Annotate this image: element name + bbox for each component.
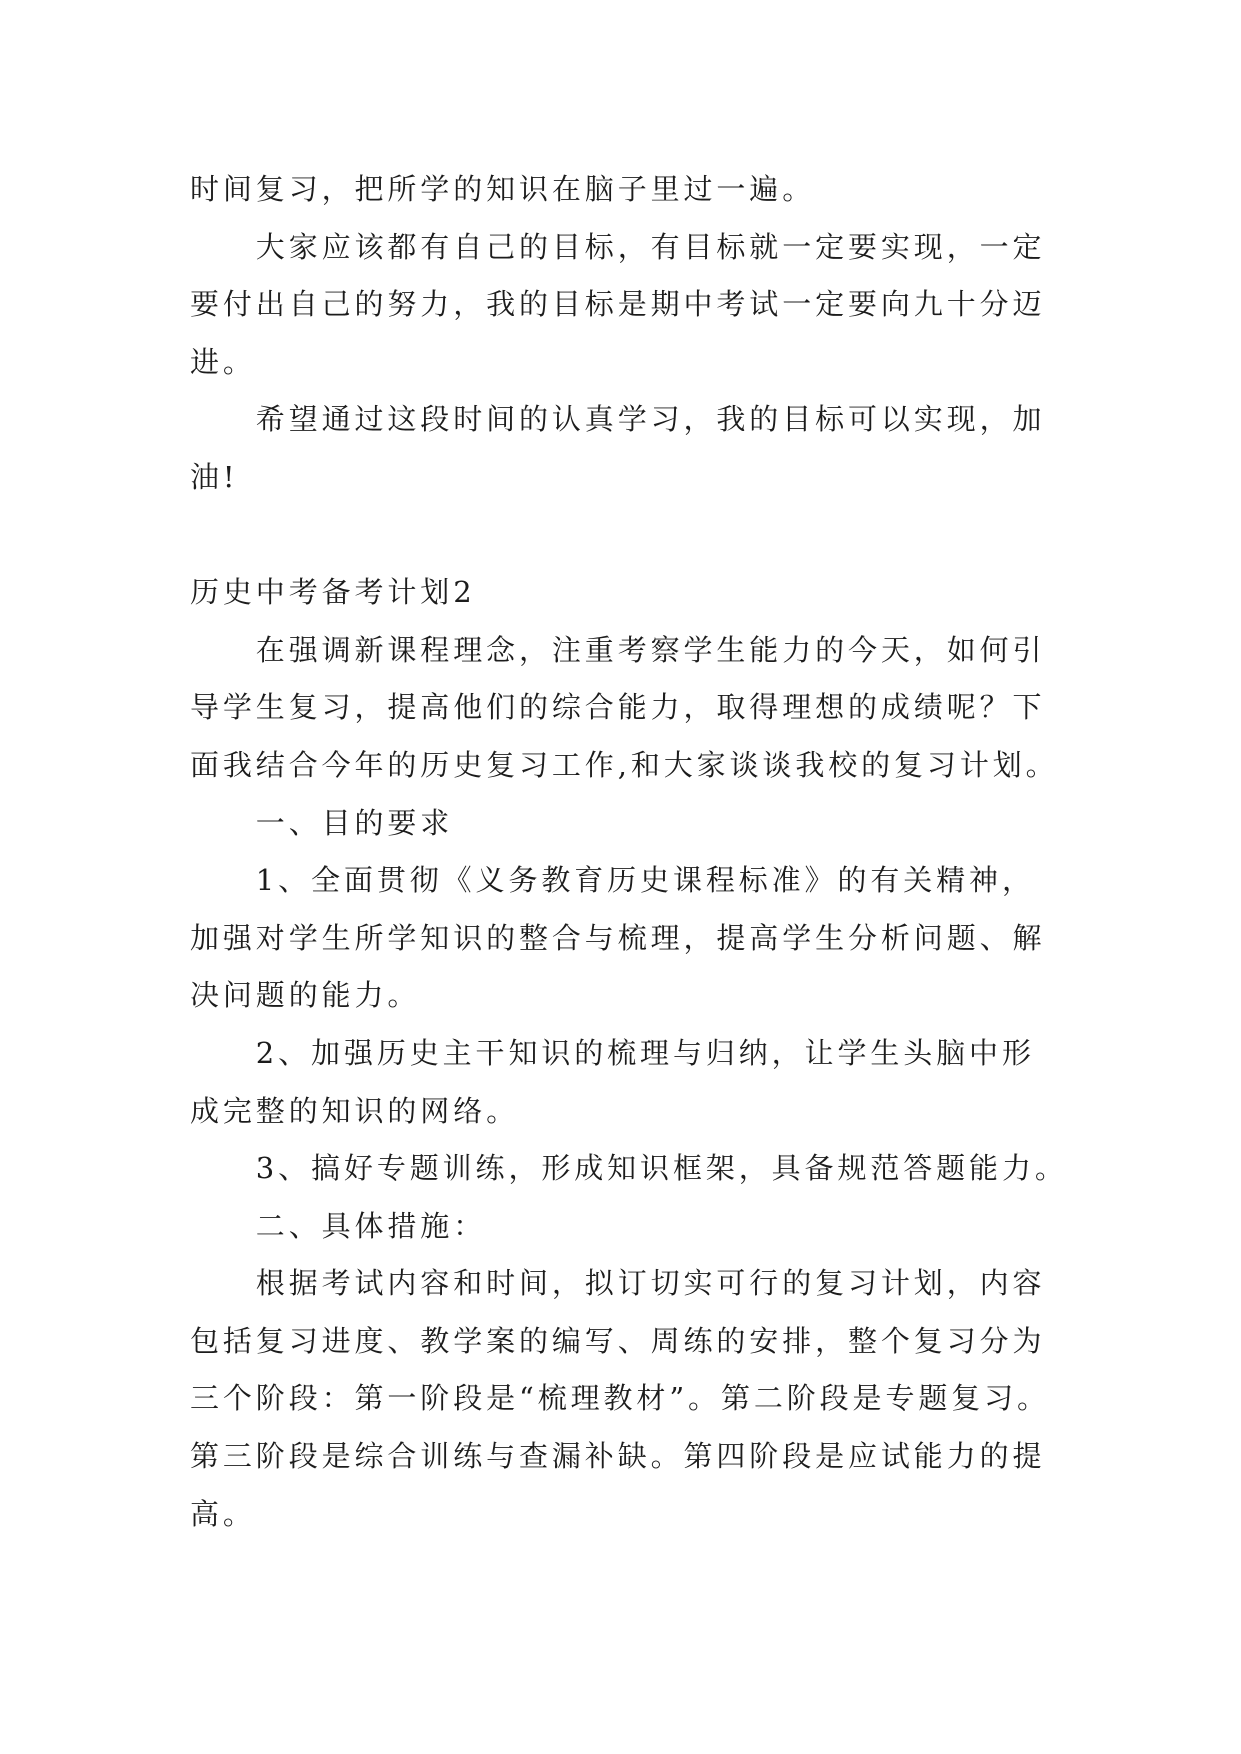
text-line: 三个阶段：第一阶段是“梳理教材”。第二阶段是专题复习。 bbox=[190, 1381, 1050, 1416]
text-line: 根据考试内容和时间，拟订切实可行的复习计划，内容 bbox=[255, 1266, 1046, 1301]
text-line: 1、全面贯彻《义务教育历史课程标准》的有关精神， bbox=[255, 863, 1035, 898]
text-line: 成完整的知识的网络。 bbox=[190, 1093, 520, 1128]
text-line: 2、加强历史主干知识的梳理与归纳，让学生头脑中形 bbox=[255, 1035, 1035, 1070]
text-line: 导学生复习，提高他们的综合能力，取得理想的成绩呢？下 bbox=[190, 690, 1046, 725]
text-line: 要付出自己的努力，我的目标是期中考试一定要向九十分迈 bbox=[190, 287, 1046, 322]
paragraph-plan bbox=[190, 1255, 1190, 1543]
list-item bbox=[190, 1140, 1190, 1198]
list-item bbox=[190, 852, 1190, 1025]
subheading-objectives bbox=[190, 795, 1190, 853]
text-line: 包括复习进度、教学案的编写、周练的安排，整个复习分为 bbox=[190, 1323, 1046, 1358]
text-line: 加强对学生所学知识的整合与梳理，提高学生分析问题、解 bbox=[190, 920, 1046, 955]
blank-line bbox=[190, 507, 1190, 565]
subheading-text: 二、具体措施： bbox=[255, 1208, 487, 1243]
text-line: 决问题的能力。 bbox=[190, 978, 421, 1013]
text-line: 3、搞好专题训练，形成知识框架，具备规范答题能力。 bbox=[255, 1151, 1068, 1186]
text-line: 希望通过这段时间的认真学习，我的目标可以实现，加 bbox=[255, 402, 1046, 437]
text-line: 时间复习，把所学的知识在脑子里过一遍。 bbox=[190, 172, 816, 206]
paragraph-goal bbox=[190, 219, 1190, 392]
text-line: 油! bbox=[190, 459, 239, 494]
document-body bbox=[190, 161, 1190, 1543]
text-line: 第三阶段是综合训练与查漏补缺。第四阶段是应试能力的提 bbox=[190, 1439, 1046, 1474]
paragraph-continued bbox=[190, 161, 1190, 219]
text-line: 在强调新课程理念，注重考察学生能力的今天，如何引 bbox=[255, 632, 1046, 667]
subheading-text: 一、目的要求 bbox=[255, 805, 454, 840]
list-item bbox=[190, 1025, 1190, 1140]
text-line: 进。 bbox=[190, 344, 256, 379]
subheading-measures bbox=[190, 1198, 1190, 1256]
text-line: 高。 bbox=[190, 1496, 256, 1531]
paragraph-hope bbox=[190, 391, 1190, 506]
section-title: 历史中考备考计划2 bbox=[190, 575, 476, 610]
text-line: 大家应该都有自己的目标，有目标就一定要实现，一定 bbox=[255, 229, 1046, 264]
paragraph-intro bbox=[190, 622, 1190, 795]
text-line: 面我结合今年的历史复习工作,和大家谈谈我校的复习计划。 bbox=[190, 747, 1059, 782]
